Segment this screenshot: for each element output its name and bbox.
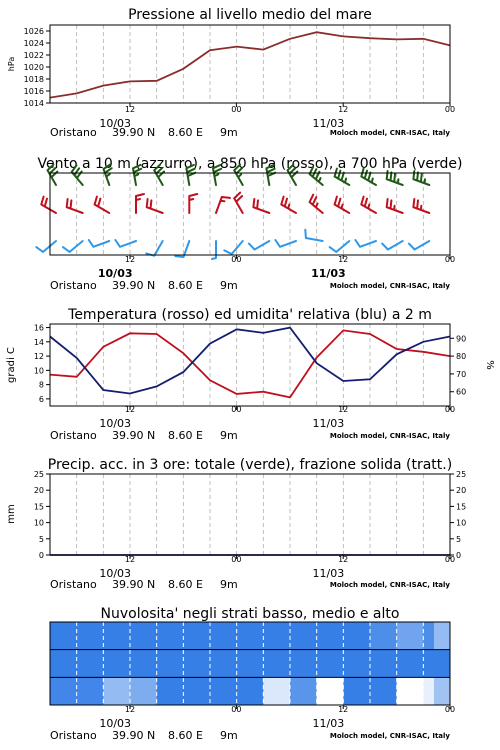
y-tick-label: 8 <box>38 380 44 390</box>
model-credit: Moloch model, CNR-ISAC, Italy <box>329 282 450 290</box>
cloud-cell <box>103 650 130 678</box>
cloud-cell <box>183 622 210 650</box>
cloud-cell <box>397 622 424 650</box>
cloud-cell <box>210 622 237 650</box>
date-label: 11/03 <box>312 567 345 580</box>
wind-barb <box>67 199 83 213</box>
y-tick-label: 10 <box>33 518 44 528</box>
y-tick-label: 12 <box>33 352 44 362</box>
pressure-plot-frame <box>50 25 450 103</box>
wind-panel <box>36 156 462 292</box>
precipitation-ylabel: mm <box>6 504 17 524</box>
x-tick-label: 12 <box>124 405 136 414</box>
wind-barb <box>409 241 429 250</box>
y-tick-label: 16 <box>33 323 44 333</box>
model-credit: Moloch model, CNR-ISAC, Italy <box>329 581 450 589</box>
wind-barb <box>335 197 350 213</box>
cloud-cell <box>157 622 184 650</box>
wind-barb <box>249 241 269 250</box>
y-right-tick-label: 10 <box>456 518 467 528</box>
date-label: 11/03 <box>312 717 345 730</box>
cloud-cell <box>290 622 317 650</box>
x-tick-label: 00 <box>444 405 456 414</box>
wind-title: Vento a 10 m (azzurro), a 850 hPa (rosso), a 700 hPa (verde) <box>37 156 463 172</box>
cloud-cell <box>317 677 344 705</box>
cloud-cell <box>434 622 450 650</box>
cloud-cell <box>434 677 450 705</box>
cloud-cell <box>210 650 237 678</box>
cloud-cell <box>183 650 210 678</box>
x-tick-label: 12 <box>124 255 136 264</box>
cloud-panel <box>50 606 455 742</box>
cloud-cell <box>130 677 157 705</box>
cloud-cell <box>263 622 290 650</box>
x-tick-label: 12 <box>124 555 136 564</box>
cloud-cell <box>370 650 397 678</box>
cloud-cell <box>237 622 264 650</box>
x-tick-label: 12 <box>338 705 349 714</box>
date-label: 10/03 <box>99 117 132 130</box>
cloud-cell <box>397 677 424 705</box>
cloud-cell <box>317 650 344 678</box>
cloud-cell <box>237 677 264 705</box>
series-line <box>50 330 450 397</box>
cloud-cell <box>263 650 290 678</box>
cloud-cell <box>263 677 290 705</box>
cloud-cell <box>130 622 157 650</box>
wind-barb <box>89 240 110 247</box>
wind-barb <box>189 194 197 213</box>
wind-barb <box>41 197 56 213</box>
cloud-cell <box>397 650 424 678</box>
wind-barb <box>36 241 56 252</box>
station-lat: 39.90 N <box>112 729 156 742</box>
x-tick-label: 12 <box>338 405 349 414</box>
cloud-title: Nuvolosita' negli strati basso, medio e alto <box>100 606 400 622</box>
date-label: 10/03 <box>99 567 132 580</box>
station-lon: 8.60 E <box>168 126 203 139</box>
wind-barb <box>115 240 136 247</box>
y-tick-label: 1016 <box>23 87 44 96</box>
x-tick-label: 12 <box>338 105 349 114</box>
cloud-cell <box>50 650 77 678</box>
wind-barb <box>146 241 162 256</box>
x-tick-label: 00 <box>231 705 242 714</box>
cloud-cell <box>343 650 370 678</box>
x-tick-label: 00 <box>231 405 242 414</box>
y-tick-label: 1026 <box>23 27 44 36</box>
cloud-cell <box>157 677 184 705</box>
cloud-cell <box>317 622 344 650</box>
x-tick-label: 00 <box>444 705 456 714</box>
model-credit: Moloch model, CNR-ISAC, Italy <box>329 129 450 137</box>
cloud-cell <box>50 677 77 705</box>
station-elevation: 9m <box>220 429 238 442</box>
cloud-cell <box>77 622 104 650</box>
wind-barb <box>63 241 83 252</box>
station-elevation: 9m <box>220 279 238 292</box>
precipitation-panel <box>6 457 466 591</box>
wind-barb <box>224 241 242 254</box>
station-lat: 39.90 N <box>112 578 156 591</box>
wind-barb <box>330 241 350 252</box>
wind-barb <box>387 199 403 213</box>
cloud-cell <box>237 650 264 678</box>
station-name: Oristano <box>50 578 97 591</box>
station-name: Oristano <box>50 279 97 292</box>
cloud-cell <box>434 650 450 678</box>
y-right-tick-label: 80 <box>456 352 467 362</box>
y-tick-label: 15 <box>33 502 44 512</box>
y-right-tick-label: 15 <box>456 502 467 512</box>
y-tick-label: 1020 <box>23 63 44 72</box>
humidity-ylabel: % <box>484 360 495 370</box>
cloud-cell <box>50 622 77 650</box>
station-lon: 8.60 E <box>168 279 203 292</box>
y-right-tick-label: 25 <box>456 470 467 479</box>
wind-barb <box>216 197 230 213</box>
series-line <box>50 32 450 97</box>
x-tick-label: 00 <box>231 255 242 264</box>
wind-barb <box>355 240 376 247</box>
station-lat: 39.90 N <box>112 126 156 139</box>
wind-barb <box>212 241 216 259</box>
y-tick-label: 0 <box>38 551 44 560</box>
y-right-tick-label: 0 <box>456 551 462 560</box>
cloud-cell <box>210 677 237 705</box>
cloud-cell <box>103 677 130 705</box>
station-name: Oristano <box>50 429 97 442</box>
y-tick-label: 6 <box>38 394 44 404</box>
model-credit: Moloch model, CNR-ISAC, Italy <box>329 432 450 440</box>
cloud-cell <box>130 650 157 678</box>
precipitation-title: Precip. acc. in 3 ore: totale (verde), frazione solida (tratt.) <box>47 457 453 473</box>
y-tick-label: 5 <box>38 534 44 544</box>
wind-barb <box>136 194 144 213</box>
x-tick-label: 00 <box>444 105 456 114</box>
x-tick-label: 00 <box>444 555 456 564</box>
y-right-tick-label: 90 <box>456 334 467 344</box>
station-lon: 8.60 E <box>168 578 203 591</box>
station-lon: 8.60 E <box>168 429 203 442</box>
x-tick-label: 12 <box>338 255 349 264</box>
cloud-cell <box>343 622 370 650</box>
model-credit: Moloch model, CNR-ISAC, Italy <box>329 732 450 740</box>
wind-barb <box>305 230 322 241</box>
y-tick-label: 10 <box>33 366 44 376</box>
precipitation-plot-frame <box>50 474 450 555</box>
date-label: 10/03 <box>99 717 132 730</box>
cloud-cell <box>290 650 317 678</box>
cloud-cell <box>103 622 130 650</box>
y-tick-label: 1018 <box>23 75 44 84</box>
wind-barb <box>310 195 323 213</box>
x-tick-label: 00 <box>231 555 242 564</box>
x-tick-label: 12 <box>124 105 136 114</box>
temperature-title: Temperatura (rosso) ed umidita' relativa (blu) a 2 m <box>68 307 432 323</box>
pressure-ylabel: hPa <box>7 56 16 72</box>
y-tick-label: 1024 <box>23 39 44 48</box>
date-label: 10/03 <box>99 417 132 430</box>
cloud-cell <box>370 677 397 705</box>
x-tick-label: 12 <box>124 705 136 714</box>
cloud-cell <box>290 677 317 705</box>
wind-barb <box>382 241 403 250</box>
y-tick-label: 20 <box>33 486 44 496</box>
wind-barb <box>281 197 296 213</box>
cloud-cell <box>157 650 184 678</box>
pressure-title: Pressione al livello medio del mare <box>128 7 372 23</box>
x-tick-label: 00 <box>231 105 242 114</box>
station-name: Oristano <box>50 126 97 139</box>
cloud-cell <box>343 677 370 705</box>
wind-barb <box>413 199 429 213</box>
cloud-cell <box>183 677 210 705</box>
y-tick-label: 1022 <box>23 51 44 60</box>
station-elevation: 9m <box>220 729 238 742</box>
y-right-tick-label: 5 <box>456 534 462 544</box>
y-right-tick-label: 70 <box>456 369 467 379</box>
date-label: 11/03 <box>312 417 345 430</box>
station-name: Oristano <box>50 729 97 742</box>
series-line <box>50 328 450 394</box>
station-lon: 8.60 E <box>168 729 203 742</box>
temperature-panel <box>6 307 495 442</box>
temperature-ylabel: gradi C <box>6 347 17 383</box>
station-elevation: 9m <box>220 126 238 139</box>
cloud-cell <box>370 622 397 650</box>
x-tick-label: 00 <box>444 255 456 264</box>
x-tick-label: 12 <box>338 555 349 564</box>
y-tick-label: 1014 <box>23 99 44 108</box>
wind-barb <box>95 197 110 213</box>
y-right-tick-label: 20 <box>456 486 467 496</box>
station-elevation: 9m <box>220 578 238 591</box>
pressure-panel <box>7 7 455 139</box>
date-label: 10/03 <box>97 267 133 280</box>
wind-barb <box>361 197 376 213</box>
station-lat: 39.90 N <box>112 279 156 292</box>
wind-barb <box>275 240 296 247</box>
wind-barb <box>253 199 269 213</box>
date-label: 11/03 <box>311 267 346 280</box>
cloud-cell <box>77 650 104 678</box>
y-right-tick-label: 60 <box>456 387 467 397</box>
date-label: 11/03 <box>312 117 345 130</box>
cloud-cell <box>77 677 104 705</box>
y-tick-label: 25 <box>33 470 44 479</box>
station-lat: 39.90 N <box>112 429 156 442</box>
y-tick-label: 14 <box>33 337 44 347</box>
wind-barb <box>234 193 243 213</box>
wind-barb <box>147 199 163 213</box>
